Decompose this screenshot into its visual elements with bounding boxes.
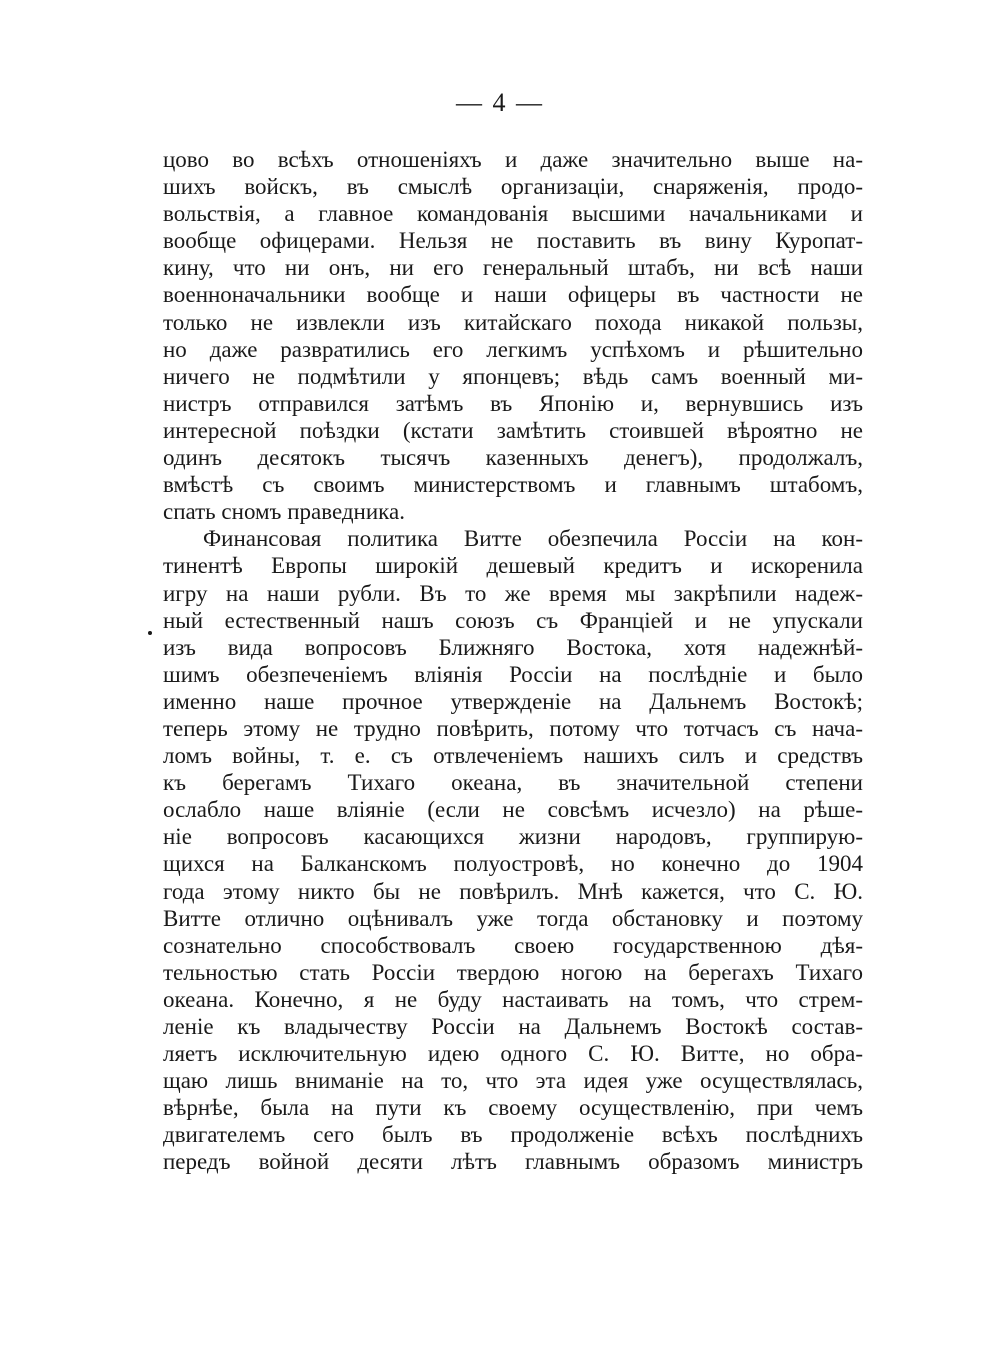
text-line: щаю лишь вниманіе на то, что эта идея уже осуществлялась, [163, 1068, 863, 1094]
text-line: ничего не подмѣтили у японцевъ; вѣдь самъ военный ми- [163, 363, 863, 389]
text-line: тинентѣ Европы широкій дешевый кредитъ и искоренила [163, 553, 863, 579]
text-line: игру на наши рубли. Въ то же время мы закрѣпили надеж- [163, 580, 863, 606]
text-line: ляетъ исключительную идею одного С. Ю. Витте, но обра- [163, 1041, 863, 1067]
text-line: одинъ десятокъ тысячъ казенныхъ денегъ), продолжалъ, [163, 445, 863, 471]
text-line: вообще офицерами. Нельзя не поставить въ вину Куропат- [163, 228, 863, 254]
text-line: вольствія, а главное командованія высшими начальниками и [163, 201, 863, 227]
text-line: спать сномъ праведника. [163, 499, 405, 525]
text-line: интересной поѣздки (кстати замѣтить стоившей вѣроятно не [163, 417, 863, 443]
text-line: изъ вида вопросовъ Ближняго Востока, хотя надежнѣй- [163, 634, 863, 660]
text-line: кину, что ни онъ, ни его генеральный штабъ, ни всѣ наши [163, 255, 863, 281]
text-line: года этому никто бы не повѣрилъ. Мнѣ кажется, что С. Ю. [163, 878, 863, 904]
text-line: къ берегамъ Тихаго океана, въ значительной степени [163, 770, 863, 796]
text-line: вѣрнѣе, была на пути къ своему осуществленію, при чемъ [163, 1095, 863, 1121]
margin-mark [148, 631, 152, 635]
paragraph-1 [163, 146, 863, 525]
text-line: нистръ отправился затѣмъ въ Японію и, вернувшись изъ [163, 390, 863, 416]
text-line: ломъ войны, т. е. съ отвлеченіемъ нашихъ силъ и средствъ [163, 743, 863, 769]
text-line: сознательно способствовалъ своею государственною дѣя- [163, 932, 863, 958]
text-line: военноначальники вообще и наши офицеры въ частности не [163, 282, 863, 308]
text-line: передъ войной десяти лѣтъ главнымъ образомъ министръ [163, 1149, 863, 1175]
text-line: ослабло наше вліяніе (если не совсѣмъ исчезло) на рѣше- [163, 797, 863, 823]
text-line: теперь этому не трудно повѣрить, потому что тотчасъ съ нача- [163, 715, 863, 741]
text-line: ніе вопросовъ касающихся жизни народовъ, группирую- [163, 824, 863, 850]
text-line: щихся на Балканскомъ полуостровѣ, но конечно до 1904 [163, 851, 863, 877]
text-line: шимъ обезпеченіемъ вліянія Россіи на послѣдніе и было [163, 661, 863, 687]
text-line: только не извлекли изъ китайскаго похода никакой пользы, [163, 309, 863, 335]
text-line: вмѣстѣ съ своимъ министерствомъ и главнымъ штабомъ, [163, 472, 863, 498]
text-line: именно наше прочное утвержденіе на Дальнемъ Востокѣ; [163, 688, 863, 714]
text-line: Финансовая политика Витте обезпечила Россіи на кон- [203, 526, 863, 552]
text-line: двигателемъ сего былъ въ продолженіе всѣхъ послѣднихъ [163, 1122, 863, 1148]
body-text [163, 146, 863, 1176]
page-number: — 4 — [456, 88, 544, 117]
text-line: Витте отлично оцѣнивалъ уже тогда обстановку и поэтому [163, 905, 863, 931]
text-line: ный естественный нашъ союзъ съ Франціей и не упускали [163, 607, 863, 633]
text-line: океана. Конечно, я не буду настаивать на томъ, что стрем- [163, 986, 863, 1012]
paragraph-2 [163, 525, 863, 1175]
text-line: шихъ войскъ, въ смыслѣ организаціи, снаряженія, продо- [163, 174, 863, 200]
text-line: леніе къ владычеству Россіи на Дальнемъ Востокѣ состав- [163, 1014, 863, 1039]
text-line: но даже развратились его легкимъ успѣхомъ и рѣшительно [163, 336, 863, 362]
text-line: тельностью стать Россіи твердою ногою на берегахъ Тихаго [163, 959, 863, 985]
text-line: цово во всѣхъ отношеніяхъ и даже значительно выше на- [163, 147, 863, 172]
